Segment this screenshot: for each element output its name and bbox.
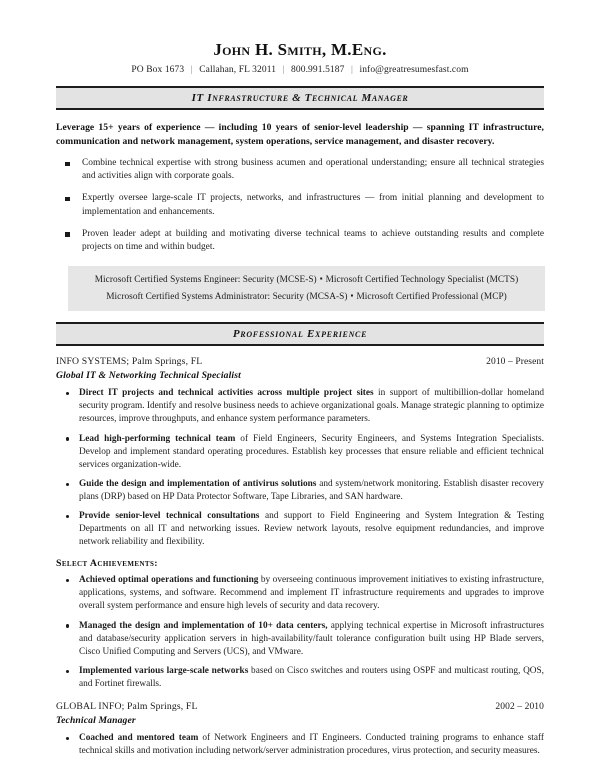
list-item: Expertly oversee large-scale IT projects, networks, and infrastructures — from initial planning and development to implementation and enhancements. xyxy=(56,192,544,218)
bullet-lead: Achieved optimal operations and functioning xyxy=(79,575,259,586)
bullet-rest: by overseeing continuous improvement initiatives to existing infrastructure, applications, systems, and software. Recommend and implement IT infrastructure requirements and upgrades to improve overall system performance and ensure high levels of security and data recovery. xyxy=(79,575,544,612)
experience-section-bar: Professional Experience xyxy=(56,322,544,346)
list-item: Proven leader adept at building and motivating diverse technical teams to achieve outstanding results and complete projects on time and within budget. xyxy=(56,228,544,254)
certification-item: Microsoft Certified Systems Administrator: Security (MCSA-S) xyxy=(106,292,348,303)
select-achievements-title: Select Achievements: xyxy=(56,558,158,570)
bullet-lead: Provide senior-level technical consultations xyxy=(79,510,260,521)
certifications-box xyxy=(68,266,545,311)
resume-header xyxy=(0,0,600,78)
experience-section xyxy=(56,355,544,758)
contact-city-state-zip: Callahan, FL 32011 xyxy=(199,65,277,75)
contact-separator-2: | xyxy=(282,65,285,75)
list-item xyxy=(56,387,544,426)
job-entry xyxy=(56,355,544,691)
contact-separator-1: | xyxy=(190,65,193,75)
list-item xyxy=(56,574,544,613)
certification-item: Microsoft Certified Systems Engineer: Security (MCSE-S) xyxy=(94,275,317,286)
summary-bullet-list xyxy=(56,157,544,254)
bullet-lead: Direct IT projects and technical activities across multiple project sites xyxy=(79,388,374,399)
bullet-rest: and support to Field Engineering and System Integration & Testing Departments on all IT and networking issues. Review network layouts, resolve equipment redundancies, and improve network reliability and flexibility. xyxy=(79,510,544,548)
job-bullet-list xyxy=(56,732,544,758)
list-item xyxy=(56,732,544,758)
bullet-lead: Guide the design and implementation of antivirus solutions xyxy=(79,478,317,489)
separator-bullet-icon: ▪ xyxy=(319,274,323,284)
bullet-rest: and system/network monitoring. Establish disaster recovery plans (DRP) based on HP Data Protector Software, Tape Libraries, and SAN hardware. xyxy=(79,478,545,502)
job-header xyxy=(56,355,544,369)
job-dates: 2002 – 2010 xyxy=(495,702,544,712)
contact-email[interactable]: info@greatresumesfast.com xyxy=(359,65,469,75)
contact-separator-3: | xyxy=(350,65,353,75)
bullet-lead: Implemented various large-scale networks xyxy=(79,665,249,676)
job-entry xyxy=(56,700,544,758)
contact-phone: 800.991.5187 xyxy=(291,65,345,75)
job-title: Technical Manager xyxy=(56,715,136,726)
achievements-bullet-list xyxy=(56,574,544,691)
bullet-lead: Coached and mentored team xyxy=(79,733,199,743)
bullet-rest: in support of multibillion-dollar homeland security program. Identify and resolve business needs to achieve organizational goals. Manage strategic planning to optimize resources, improve throughputs, and enhance system performance parameters. xyxy=(79,388,544,425)
summary-section xyxy=(56,121,544,254)
list-item xyxy=(56,510,544,549)
headline-bar-wrap xyxy=(56,86,544,110)
contact-line xyxy=(56,63,544,78)
certification-line xyxy=(76,288,537,305)
list-item: Combine technical expertise with strong business acumen and operational understanding; ensure all technical strategies and activities align with corporate goals. xyxy=(56,157,544,183)
job-title: Global IT & Networking Technical Specialist xyxy=(56,370,241,382)
list-item xyxy=(56,665,544,691)
bullet-rest: of Field Engineers, Security Engineers, and Systems Integration Specialists. Develop and implement standard operating procedures. Establish key processes that ensure reliable and efficient technical services organization-wide. xyxy=(79,433,544,470)
certification-item: Microsoft Certified Professional (MCP) xyxy=(356,292,507,303)
list-item xyxy=(56,433,544,472)
job-header xyxy=(56,700,544,714)
job-company: INFO SYSTEMS; Palm Springs, FL xyxy=(56,356,203,368)
separator-bullet-icon: ▪ xyxy=(350,291,354,301)
certification-item: Microsoft Certified Technology Specialist (MCTS) xyxy=(325,275,519,286)
bullet-lead: Lead high-performing technical team xyxy=(79,433,236,444)
bullet-lead: Managed the design and implementation of 10+ data centers, xyxy=(79,620,328,631)
bullet-rest: based on Cisco switches and routers using OSPF and multicast routing, QOS, and Fortinet firewalls. xyxy=(79,665,544,689)
bullet-rest: applying technical expertise in Microsoft infrastructures and database/security application servers in high-availability/fault tolerance configuration built using HP Blade servers, Cisco Unified Computing and Servers (UCS), and VMware. xyxy=(79,620,544,657)
bullet-rest: of Network Engineers and IT Engineers. Conducted training programs to enhance staff technical skills and motivation including network/server administration procedures, virus protection, and security measures. xyxy=(79,733,544,757)
job-company: GLOBAL INFO; Palm Springs, FL xyxy=(56,701,198,712)
summary-lead: Leverage 15+ years of experience — including 10 years of senior-level leadership — spanning IT infrastructure, communication and network management, system operations, service management, and disaster recovery. xyxy=(56,122,544,147)
list-item xyxy=(56,478,544,504)
candidate-name: John H. Smith, M.Eng. xyxy=(213,40,387,59)
headline-bar: IT Infrastructure & Technical Manager xyxy=(56,86,544,110)
job-bullet-list xyxy=(56,387,544,549)
list-item xyxy=(56,620,544,659)
contact-address: PO Box 1673 xyxy=(131,65,185,75)
job-dates: 2010 – Present xyxy=(486,357,544,368)
certification-line xyxy=(76,271,537,288)
experience-section-bar-wrap xyxy=(56,322,544,346)
